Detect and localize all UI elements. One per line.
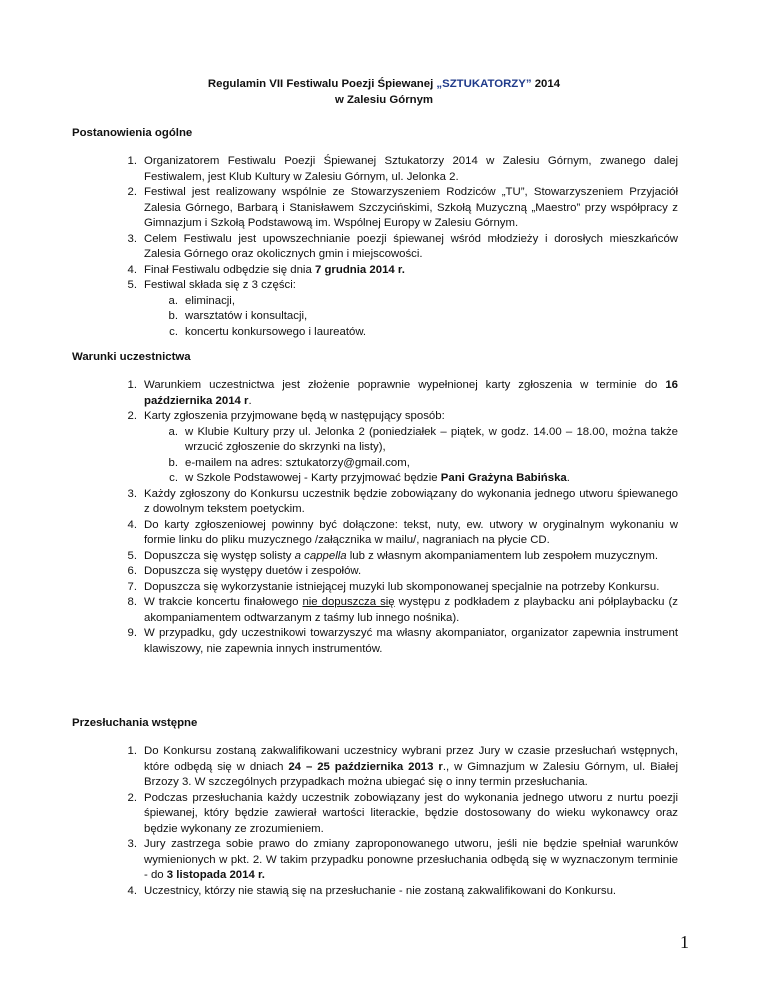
festival-brand: „SZTUKATORZY” <box>436 78 532 90</box>
list-item: 4. Finał Festiwalu odbędzie się dnia 7 grudnia 2014 r. <box>127 263 405 276</box>
list-item: 8. W trakcie koncertu finałowego nie dopuszcza się występu z podkładem z playbacku ani półplaybacku (z akompaniamentem odtwarzanym z taśmy lub innego nośnika). <box>127 596 678 624</box>
sub-list-item: a. eliminacji, <box>168 294 236 307</box>
sub-list-item: c. koncertu konkursowego i laureatów. <box>169 325 367 338</box>
list-item: 3. Jury zastrzega sobie prawo do zmiany zaproponowanego utworu, jeśli nie będzie spełniał warunków wymienionych w pkt. 2. W takim przypadku ponowne przesłuchania odbędą się w wyznaczonym terminie - do 3 listopada 2014 r. <box>127 838 678 881</box>
list-item: 7. Dopuszcza się wykorzystanie istniejącej muzyki lub skomponowanej specjalnie na potrzeby Konkursu. <box>127 580 660 593</box>
list-item: 2. Podczas przesłuchania każdy uczestnik zobowiązany jest do wykonania jednego utworu z nurtu poezji śpiewanej, który będzie zawierał wartości literackie, będzie dostosowany do wieku wykonawcy oraz będzie wykonany ze zrozumieniem. <box>127 791 678 835</box>
list-item: 3. Każdy zgłoszony do Konkursu uczestnik będzie zobowiązany do wykonania jednego utworu śpiewanego z dowolnym tekstem poetyckim. <box>127 487 678 515</box>
list-item: 6. Dopuszcza się występy duetów i zespołów. <box>127 565 362 577</box>
page-number: 1 <box>680 932 689 952</box>
document-page: Regulamin VII Festiwalu Poezji Śpiewanej „SZTUKATORZY” 2014 w Zalesiu Górnym Postanowienia ogólne 1. Organizatorem Festiwalu Poezji Śpiewanej Sztukatorzy 2014 w Zalesiu Górnym, zwanego dalej Festiwalem, jest Klub Kultury w Zalesiu Górnym, ul. Jelonka 2. 2. Festiwal jest realizowany wspólnie ze Stowarzyszeniem Rodziców „TU”, Stowarzyszeniem Przyjaciół Zalesia Górnego, Barbarą i Stanisławem Szczycińskimi, Szkołą Muzyczną „Maestro” przy współpracy z Gimnazjum i Szkołą Podstawową im. Wspólnej Europy w Zalesiu Górnym. 3. Celem Festiwalu jest upowszechnianie poezji śpiewanej wśród młodzieży i dorosłych mieszkańców Zalesia Górnego oraz okolicznych gmin i miejscowości. 4. Finał Festiwalu odbędzie się dnia 7 grudnia 2014 r. 5. Festiwal składa się z 3 części: a. eliminacji, b. warsztatów i konsultacji, c. koncertu konkursowego i laureatów. Warunki uczestnictwa 1. Warunkiem uczestnictwa jest złożenie poprawnie wypełnionej karty zgłoszenia w terminie do 16 października 2014 r. 2. Karty zgłoszenia przyjmowane będą w następujący sposób: a. w Klubie Kultury przy ul. Jelonka 2 (poniedziałek – piątek, w godz. 14.00 – 18.00, można także wrzucić zgłoszenie do skrzynki na listy), b. e-mailem na adres: sztukatorzy@gmail.com, c. w Szkole Podstawowej - Karty przyjmować będzie Pani Grażyna Babińska. 3. Każdy zgłoszony do Konkursu uczestnik będzie zobowiązany do wykonania jednego utworu śpiewanego z dowolnym tekstem poetyckim. 4. Do karty zgłoszeniowej powinny być dołączone: tekst, nuty, ew. utwory w oryginalnym wykonaniu w formie linku do pliku muzycznego /załącznika w mailu/, nagraniach na płycie CD. 5. Dopuszcza się występ solisty a cappella lub z własnym akompaniamentem lub zespołem muzycznym. 6. Dopuszcza się występy duetów i zespołów. 7. Dopuszcza się wykorzystanie istniejącej muzyki lub skomponowanej specjalnie na potrzeby Konkursu. 8. W trakcie koncertu finałowego nie dopuszcza się występu z podkładem z playbacku ani półplaybacku (z akompaniamentem odtwarzanym z taśmy lub innego nośnika). 9. W przypadku, gdy uczestnikowi towarzyszyć ma własny akompaniator, organizator zapewnia instrument klawiszowy, nie zapewnia innych instrumentów. Przesłuchania wstępne 1. Do Konkursu zostaną zakwalifikowani uczestnicy wybrani przez Jury w czasie przesłuchań wstępnych, które odbędą się w dniach 24 – 25 października 2013 r., w Gimnazjum w Zalesiu Górnym, ul. Białej Brzozy 3. W szczególnych przypadkach można ubiegać się o inny termin przesłuchania. 2. Podczas przesłuchania każdy uczestnik zobowiązany jest do wykonania jednego utworu z nurtu poezji śpiewanej, który będzie zawierał wartości literackie, będzie dostosowany do wieku wykonawcy oraz będzie wykonany ze zrozumieniem. 3. Jury zastrzega sobie prawo do zmiany zaproponowanego utworu, jeśli nie będzie spełniał warunków wymienionych w pkt. 2. W takim przypadku ponowne przesłuchania odbędą się w wyznaczonym terminie - do 3 listopada 2014 r. 4. Uczestnicy, którzy nie stawią się na przesłuchanie - nie zostaną zakwalifikowani do Konkursu. 1 <box>0 0 768 994</box>
document-title: Regulamin VII Festiwalu Poezji Śpiewanej „SZTUKATORZY” 2014 <box>207 78 561 90</box>
sub-list-item: c. w Szkole Podstawowej - Karty przyjmować będzie Pani Grażyna Babińska. <box>169 472 570 484</box>
list-item: 4. Do karty zgłoszeniowej powinny być dołączone: tekst, nuty, ew. utwory w oryginalnym wykonaniu w formie linku do pliku muzycznego /załącznika w mailu/, nagraniach na płycie CD. <box>127 518 678 546</box>
section-2-list <box>0 378 768 657</box>
list-item: 5. Dopuszcza się występ solisty a cappella lub z własnym akompaniamentem lub zespołem muzycznym. <box>127 549 659 562</box>
section-1-list <box>0 154 768 340</box>
list-item: 2. Karty zgłoszenia przyjmowane będą w następujący sposób: <box>127 410 445 422</box>
document-subtitle: w Zalesiu Górnym <box>334 94 434 106</box>
list-item: 1. Warunkiem uczestnictwa jest złożenie poprawnie wypełnionej karty zgłoszenia w terminie do 16 października 2014 r. <box>127 379 678 407</box>
list-item: 9. W przypadku, gdy uczestnikowi towarzyszyć ma własny akompaniator, organizator zapewnia instrument klawiszowy, nie zapewnia innych instrumentów. <box>127 627 678 655</box>
list-item: 2. Festiwal jest realizowany wspólnie ze Stowarzyszeniem Rodziców „TU”, Stowarzyszeniem Przyjaciół Zalesia Górnego, Barbarą i Stanisławem Szczycińskimi, Szkołą Muzyczną „Maestro” przy współpracy z Gimnazjum i Szkołą Podstawową im. Wspólnej Europy w Zalesiu Górnym. <box>127 186 678 229</box>
list-item: 3. Celem Festiwalu jest upowszechnianie poezji śpiewanej wśród młodzieży i dorosłych mieszkańców Zalesia Górnego oraz okolicznych gmin i miejscowości. <box>127 232 678 260</box>
list-item: 1. Organizatorem Festiwalu Poezji Śpiewanej Sztukatorzy 2014 w Zalesiu Górnym, zwanego dalej Festiwalem, jest Klub Kultury w Zalesiu Górnym, ul. Jelonka 2. <box>127 155 678 183</box>
sub-list-item: b. warsztatów i konsultacji, <box>168 310 308 322</box>
list-item: 4. Uczestnicy, którzy nie stawią się na przesłuchanie - nie zostaną zakwalifikowani do Konkursu. <box>127 884 617 897</box>
list-item: 1. Do Konkursu zostaną zakwalifikowani uczestnicy wybrani przez Jury w czasie przesłuchań wstępnych, które odbędą się w dniach 24 – 25 października 2013 r., w Gimnazjum w Zalesiu Górnym, ul. Białej Brzozy 3. W szczególnych przypadkach można ubiegać się o inny termin przesłuchania. <box>127 745 678 788</box>
list-item: 5. Festiwal składa się z 3 części: <box>127 279 296 291</box>
sub-list-item: a. w Klubie Kultury przy ul. Jelonka 2 (poniedziałek – piątek, w godz. 14.00 – 18.00, można także wrzucić zgłoszenie do skrzynki na listy), <box>168 425 678 453</box>
section-3-list <box>0 744 768 899</box>
sub-list-item: b. e-mailem na adres: sztukatorzy@gmail.com, <box>168 456 410 469</box>
